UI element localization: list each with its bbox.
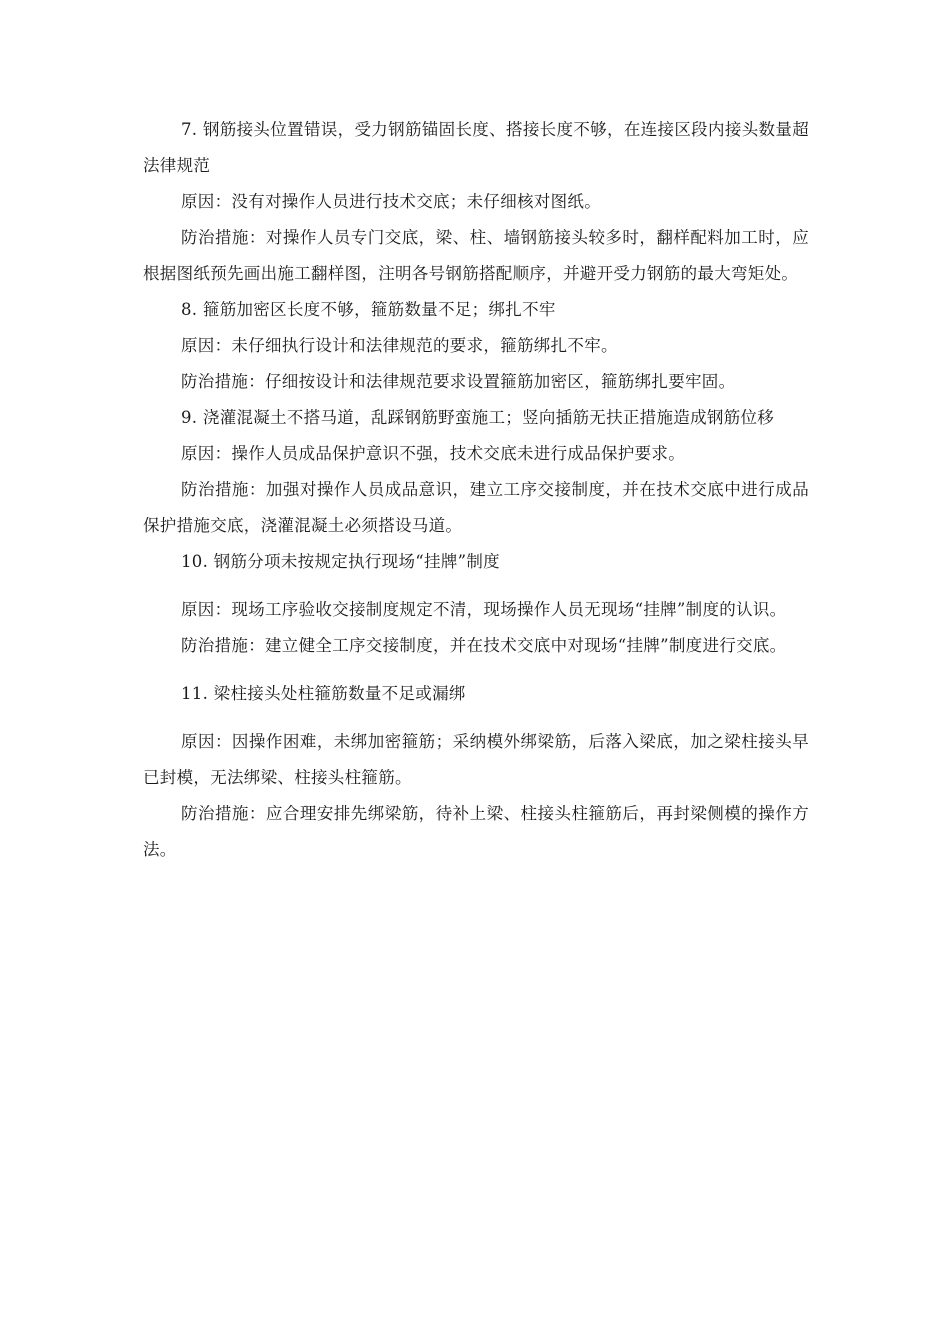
item-11-heading: 11. 梁柱接头处柱箍筋数量不足或漏绑 [181,684,466,703]
item-8-heading: 8. 箍筋加密区长度不够，箍筋数量不足；绑扎不牢 [181,300,556,319]
document-page [143,112,809,868]
item-9-cause: 原因：操作人员成品保护意识不强，技术交底未进行成品保护要求。 [181,444,685,463]
item-7-measure: 防治措施：对操作人员专门交底，梁、柱、墙钢筋接头较多时，翻样配料加工时，应根据图纸预先画出施工翻样图，注明各号钢筋搭配顺序，并避开受力钢筋的最大弯矩处。 [143,228,809,283]
item-9-measure: 防治措施：加强对操作人员成品意识，建立工序交接制度，并在技术交底中进行成品保护措施交底，浇灌混凝土必须搭设马道。 [143,480,809,535]
item-9-heading: 9. 浇灌混凝土不搭马道，乱踩钢筋野蛮施工；竖向插筋无扶正措施造成钢筋位移 [181,408,775,427]
item-10-cause: 原因：现场工序验收交接制度规定不清，现场操作人员无现场“挂牌”制度的认识。 [181,600,787,619]
item-7-cause: 原因：没有对操作人员进行技术交底；未仔细核对图纸。 [181,192,601,211]
item-11-measure: 防治措施：应合理安排先绑梁筋，待补上梁、柱接头柱箍筋后，再封梁侧模的操作方法。 [143,804,809,859]
item-8-cause: 原因：未仔细执行设计和法律规范的要求，箍筋绑扎不牢。 [181,336,618,355]
item-10-measure: 防治措施：建立健全工序交接制度，并在技术交底中对现场“挂牌”制度进行交底。 [181,636,787,655]
item-7-heading: 7. 钢筋接头位置错误，受力钢筋锚固长度、搭接长度不够，在连接区段内接头数量超法律规范 [143,120,809,175]
item-10-heading: 10. 钢筋分项未按规定执行现场“挂牌”制度 [181,552,500,571]
item-11-cause: 原因：因操作困难，未绑加密箍筋；采纳模外绑梁筋，后落入梁底，加之梁柱接头早已封模，无法绑梁、柱接头柱箍筋。 [143,732,809,787]
item-8-measure: 防治措施：仔细按设计和法律规范要求设置箍筋加密区，箍筋绑扎要牢固。 [181,372,736,391]
